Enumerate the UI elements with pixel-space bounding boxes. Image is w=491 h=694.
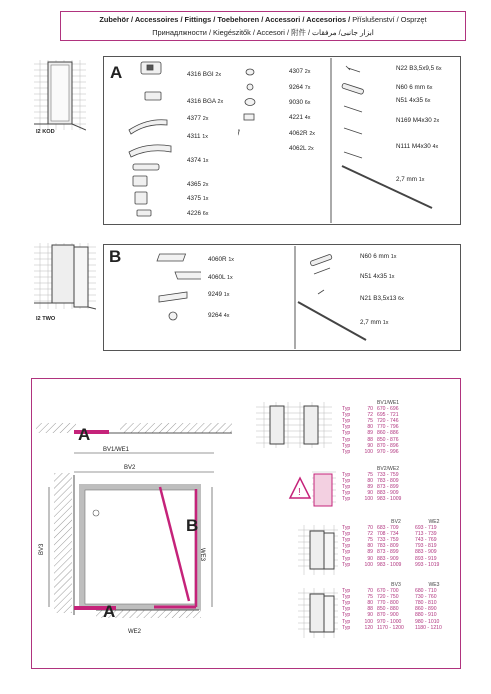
screw-n21-icon bbox=[318, 290, 324, 294]
screw-n111-icon bbox=[344, 152, 362, 158]
part-4377-icon bbox=[129, 120, 167, 134]
dim-bv3: BV3 bbox=[39, 543, 45, 555]
part-a2-1: 4307 2x bbox=[289, 68, 311, 75]
part-b2-1: N60 6 mm 1x bbox=[360, 253, 397, 260]
part-9249-icon bbox=[159, 292, 187, 302]
part-4311-icon bbox=[129, 145, 171, 157]
part-4060r-icon bbox=[157, 254, 186, 261]
svg-text:!: ! bbox=[298, 487, 301, 498]
part-a1-2: 4316 BGA 2x bbox=[187, 98, 224, 105]
drill-bit-icon bbox=[342, 166, 432, 208]
part-a1-4: 4311 1x bbox=[187, 133, 208, 140]
part-a1-8: 4226 6x bbox=[187, 210, 209, 217]
part-4060l-icon bbox=[175, 272, 201, 279]
part-4062r-icon bbox=[238, 130, 239, 135]
diagram-letter-a-bottom: A bbox=[103, 602, 116, 621]
part-a2-5: 4062R 2x bbox=[289, 130, 316, 137]
part-b1-3: 9249 1x bbox=[208, 291, 230, 298]
part-a2-2: 9264 7x bbox=[289, 84, 311, 91]
part-b2-3: N21 B3,5x13 6x bbox=[360, 295, 404, 302]
panel-b-col1-icons bbox=[155, 250, 201, 326]
part-4374-icon bbox=[133, 164, 159, 170]
screw-n22-icon bbox=[346, 66, 360, 72]
panel-a-col1-icons bbox=[127, 60, 183, 230]
part-a3-6: 2,7 mm 1x bbox=[396, 176, 425, 183]
part-4375-icon bbox=[135, 192, 147, 204]
part-b1-1: 4060R 1x bbox=[208, 256, 235, 263]
part-b2-2: N51 4x35 1x bbox=[360, 273, 395, 280]
part-a3-1: N22 B3,5x9,5 6x bbox=[396, 65, 442, 72]
part-4221-icon bbox=[244, 114, 254, 120]
part-9264b-icon bbox=[169, 312, 177, 320]
table1: BV1/WE1 Typ 70 670 - 696 Typ 72 695 - 721 Typ 75 720 - 746 Typ 80 770 - 796 Typ 89 860 - 886 Typ 88 850 - 876 Typ 90 870 - 896 Typ 100 970 - 996 bbox=[342, 400, 400, 455]
screw-n51-icon bbox=[344, 106, 362, 112]
panel-b-letter: B bbox=[109, 247, 122, 266]
table2-thumbnail bbox=[280, 468, 336, 514]
table4: BV3 WE3 Typ 70 670 - 700 680 - 710 Typ 75 720 - 750 730 - 760 Typ 80 770 - 800 780 - 810 Typ 88 850 - 880 860 - 890 Typ 90 870 - 900 880 - 910 Typ 100 970 - 1000 980 - 1010 Typ 120 1170 - 1200 1180 - 1210 bbox=[342, 582, 442, 631]
dim-we2: WE2 bbox=[128, 629, 142, 635]
model-a-label: I2 KOD bbox=[36, 129, 55, 135]
panel-a-divider bbox=[330, 58, 332, 223]
part-a1-5: 4374 1x bbox=[187, 157, 209, 164]
table3: BV2 WE2 Typ 70 683 - 709 693 - 719 Typ 72 708 - 734 713 - 739 Typ 75 733 - 759 743 - 769 Typ 80 783 - 809 793 - 819 Typ 89 873 - 899 883 - 909 Typ 90 883 - 909 893 - 919 Typ 100 983 - 1009 993 - 1019 bbox=[342, 519, 440, 568]
part-b1-4: 9264 4x bbox=[208, 312, 230, 319]
part-a1-7: 4375 1x bbox=[187, 195, 209, 202]
diagram-letter-b: B bbox=[186, 516, 199, 535]
part-4316bga-icon bbox=[145, 92, 161, 100]
part-b2-4: 2,7 mm 1x bbox=[360, 319, 389, 326]
part-a3-5: N111 M4x30 4x bbox=[396, 143, 439, 150]
part-a1-3: 4377 2x bbox=[187, 115, 209, 122]
part-a3-3: N51 4x35 6x bbox=[396, 97, 431, 104]
part-a2-3: 9030 6x bbox=[289, 99, 311, 106]
header-line-2: Принадлжности / Kiegészitők / Accesori / 附件 / ابزار جانبی/ مرفقات bbox=[152, 28, 374, 37]
part-a2-6: 4062L 2x bbox=[289, 145, 314, 152]
part-b1-2: 4060L 1x bbox=[208, 274, 233, 281]
diagram-letter-a-top: A bbox=[78, 425, 91, 444]
header-line-1: Zubehör / Accessoires / Fittings / Toebehoren / Accessori / Accesorios / Příslušenství / Osprzęt bbox=[99, 15, 427, 24]
model-a-thumbnail bbox=[34, 60, 86, 138]
part-a3-2: N60 6 mm 6x bbox=[396, 84, 433, 91]
part-9264-icon bbox=[247, 84, 253, 90]
part-4365-icon bbox=[133, 176, 147, 186]
table2: BV2/WE2 Typ 75 733 - 759 Typ 80 783 - 809 Typ 89 873 - 899 Typ 90 883 - 909 Typ 100 983 - 1009 bbox=[342, 466, 402, 503]
dowel-n60b-icon bbox=[310, 254, 332, 266]
dim-we3: WE3 bbox=[199, 548, 205, 562]
screw-n51b-icon bbox=[314, 268, 330, 274]
panel-a-letter: A bbox=[110, 63, 123, 82]
table3-thumbnail bbox=[298, 525, 338, 575]
part-a1-1: 4316 BGI 2x bbox=[187, 71, 222, 78]
part-9030-icon bbox=[245, 99, 255, 106]
table4-thumbnail bbox=[298, 588, 338, 638]
part-4307-icon bbox=[246, 69, 254, 75]
part-a2-4: 4221 4x bbox=[289, 114, 311, 121]
dim-bv1we1: BV1/WE1 bbox=[103, 447, 130, 453]
accessories-header bbox=[60, 11, 466, 41]
model-b-label: I2 TWO bbox=[36, 316, 56, 322]
part-a1-6: 4365 2x bbox=[187, 181, 209, 188]
table1-thumbnail bbox=[256, 402, 332, 448]
dim-bv2: BV2 bbox=[124, 465, 136, 471]
dowel-n60-icon bbox=[342, 83, 364, 95]
floor-plan-diagram bbox=[34, 395, 234, 620]
part-a3-4: N169 M4x30 2x bbox=[396, 117, 440, 124]
screw-n169-icon bbox=[344, 128, 362, 134]
part-4226-icon bbox=[137, 210, 151, 216]
panel-a-col2-icons bbox=[238, 64, 264, 154]
drill-bit-b-icon bbox=[298, 302, 366, 340]
model-b-thumbnail bbox=[34, 243, 96, 317]
